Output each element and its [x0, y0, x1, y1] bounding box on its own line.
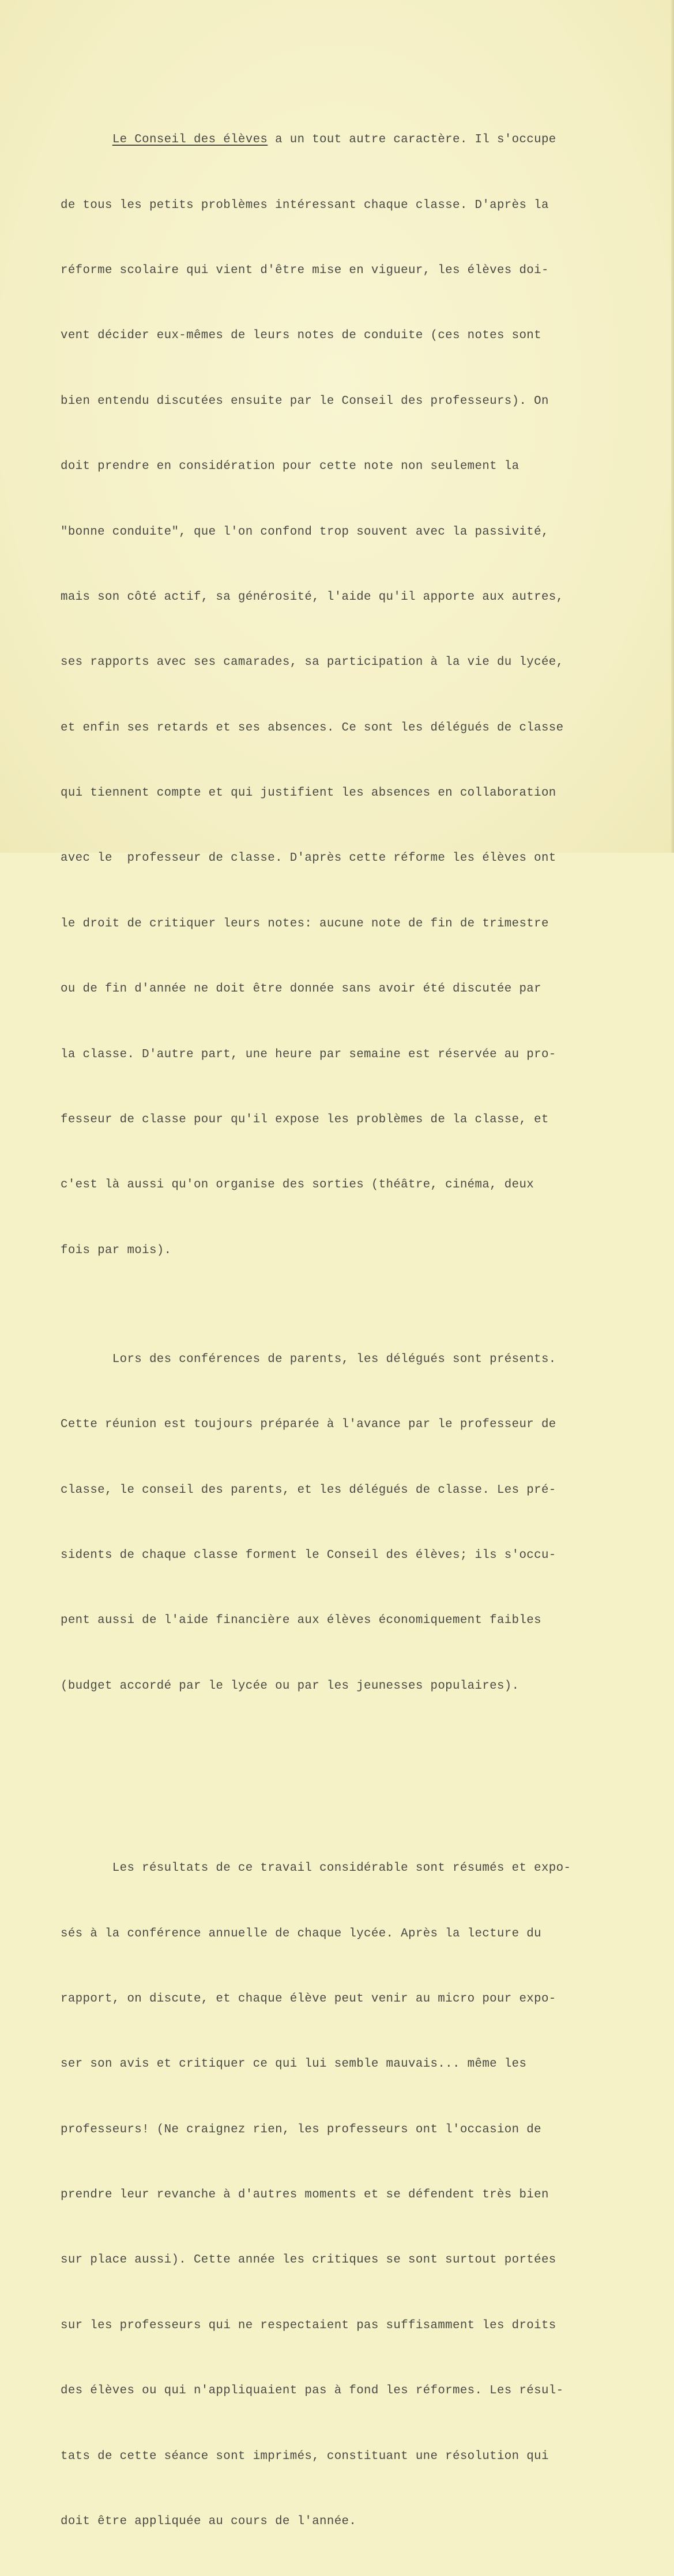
text-line: professeurs! (Ne craignez rien, les professeurs ont l'occasion de [61, 2123, 541, 2136]
text-fragment: a un tout autre caractère. Il s'occupe [268, 133, 556, 147]
text-line: qui tiennent compte et qui justifient les absences en collaboration [61, 786, 556, 800]
text-line: des élèves ou qui n'appliquaient pas à fond les réformes. Les résul- [61, 2384, 564, 2398]
page-edge [671, 0, 674, 853]
text-line: tats de cette séance sont imprimés, constituant une résolution qui [61, 2449, 549, 2463]
underlined-heading: Le Conseil des élèves [112, 133, 268, 147]
text-line: mais son côté actif, sa générosité, l'aide qu'il apporte aux autres, [61, 590, 564, 604]
text-line: pent aussi de l'aide financière aux élèves économiquement faibles [61, 1614, 541, 1628]
text-line: Lors des conférences de parents, les délégués sont présents. [61, 1352, 556, 1366]
text-line: sidents de chaque classe forment le Conseil des élèves; ils s'occu- [61, 1548, 556, 1562]
text-line [61, 129, 643, 151]
text-line: Les résultats de ce travail considérable sont résumés et expo- [61, 1862, 571, 1875]
text-line: rapport, on discute, et chaque élève peut venir au micro pour expo- [61, 1992, 556, 2006]
paragraph-gap [61, 1762, 643, 1771]
text-line: doit être appliquée au cours de l'année. [61, 2515, 357, 2529]
text-line: doit prendre en considération pour cette note non seulement la [61, 460, 519, 474]
text-line: sur place aussi). Cette année les critiques se sont surtout portées [61, 2253, 556, 2267]
text-line: fesseur de classe pour qu'il expose les problèmes de la classe, et [61, 1113, 549, 1127]
text-line: vent décider eux-mêmes de leurs notes de conduite (ces notes sont [61, 329, 541, 343]
text-line: bien entendu discutées ensuite par le Conseil des professeurs). On [61, 394, 549, 408]
text-line: ses rapports avec ses camarades, sa participation à la vie du lycée, [61, 656, 564, 669]
document-body [61, 42, 643, 2576]
text-line: sur les professeurs qui ne respectaient pas suffisamment les droits [61, 2318, 556, 2332]
text-line: la classe. D'autre part, une heure par semaine est réservée au pro- [61, 1047, 556, 1061]
text-line: le droit de critiquer leurs notes: aucune note de fin de trimestre [61, 917, 549, 930]
text-line: ser son avis et critiquer ce qui lui semble mauvais... même les [61, 2057, 527, 2071]
text-line: fois par mois). [61, 1243, 172, 1257]
text-line: et enfin ses retards et ses absences. Ce sont les délégués de classe [61, 721, 564, 735]
text-line: réforme scolaire qui vient d'être mise en vigueur, les élèves doi- [61, 263, 549, 277]
text-line: de tous les petits problèmes intéressant chaque classe. D'après la [61, 198, 549, 212]
text-line: sés à la conférence annuelle de chaque lycée. Après la lecture du [61, 1927, 541, 1940]
indent [61, 133, 112, 146]
text-line: Cette réunion est toujours préparée à l'avance par le professeur de [61, 1418, 556, 1432]
text-line: avec le professeur de classe. D'après cette réforme les élèves ont [61, 852, 556, 865]
text-line: (budget accordé par le lycée ou par les jeunesses populaires). [61, 1679, 519, 1693]
text-line: classe, le conseil des parents, et les délégués de classe. Les pré- [61, 1483, 556, 1497]
text-line: "bonne conduite", que l'on confond trop souvent avec la passivité, [61, 525, 549, 539]
text-line: c'est là aussi qu'on organise des sorties (théâtre, cinéma, deux [61, 1178, 534, 1192]
text-line: prendre leur revanche à d'autres moments et se défendent très bien [61, 2188, 549, 2202]
text-line: ou de fin d'année ne doit être donnée sans avoir été discutée par [61, 982, 541, 996]
